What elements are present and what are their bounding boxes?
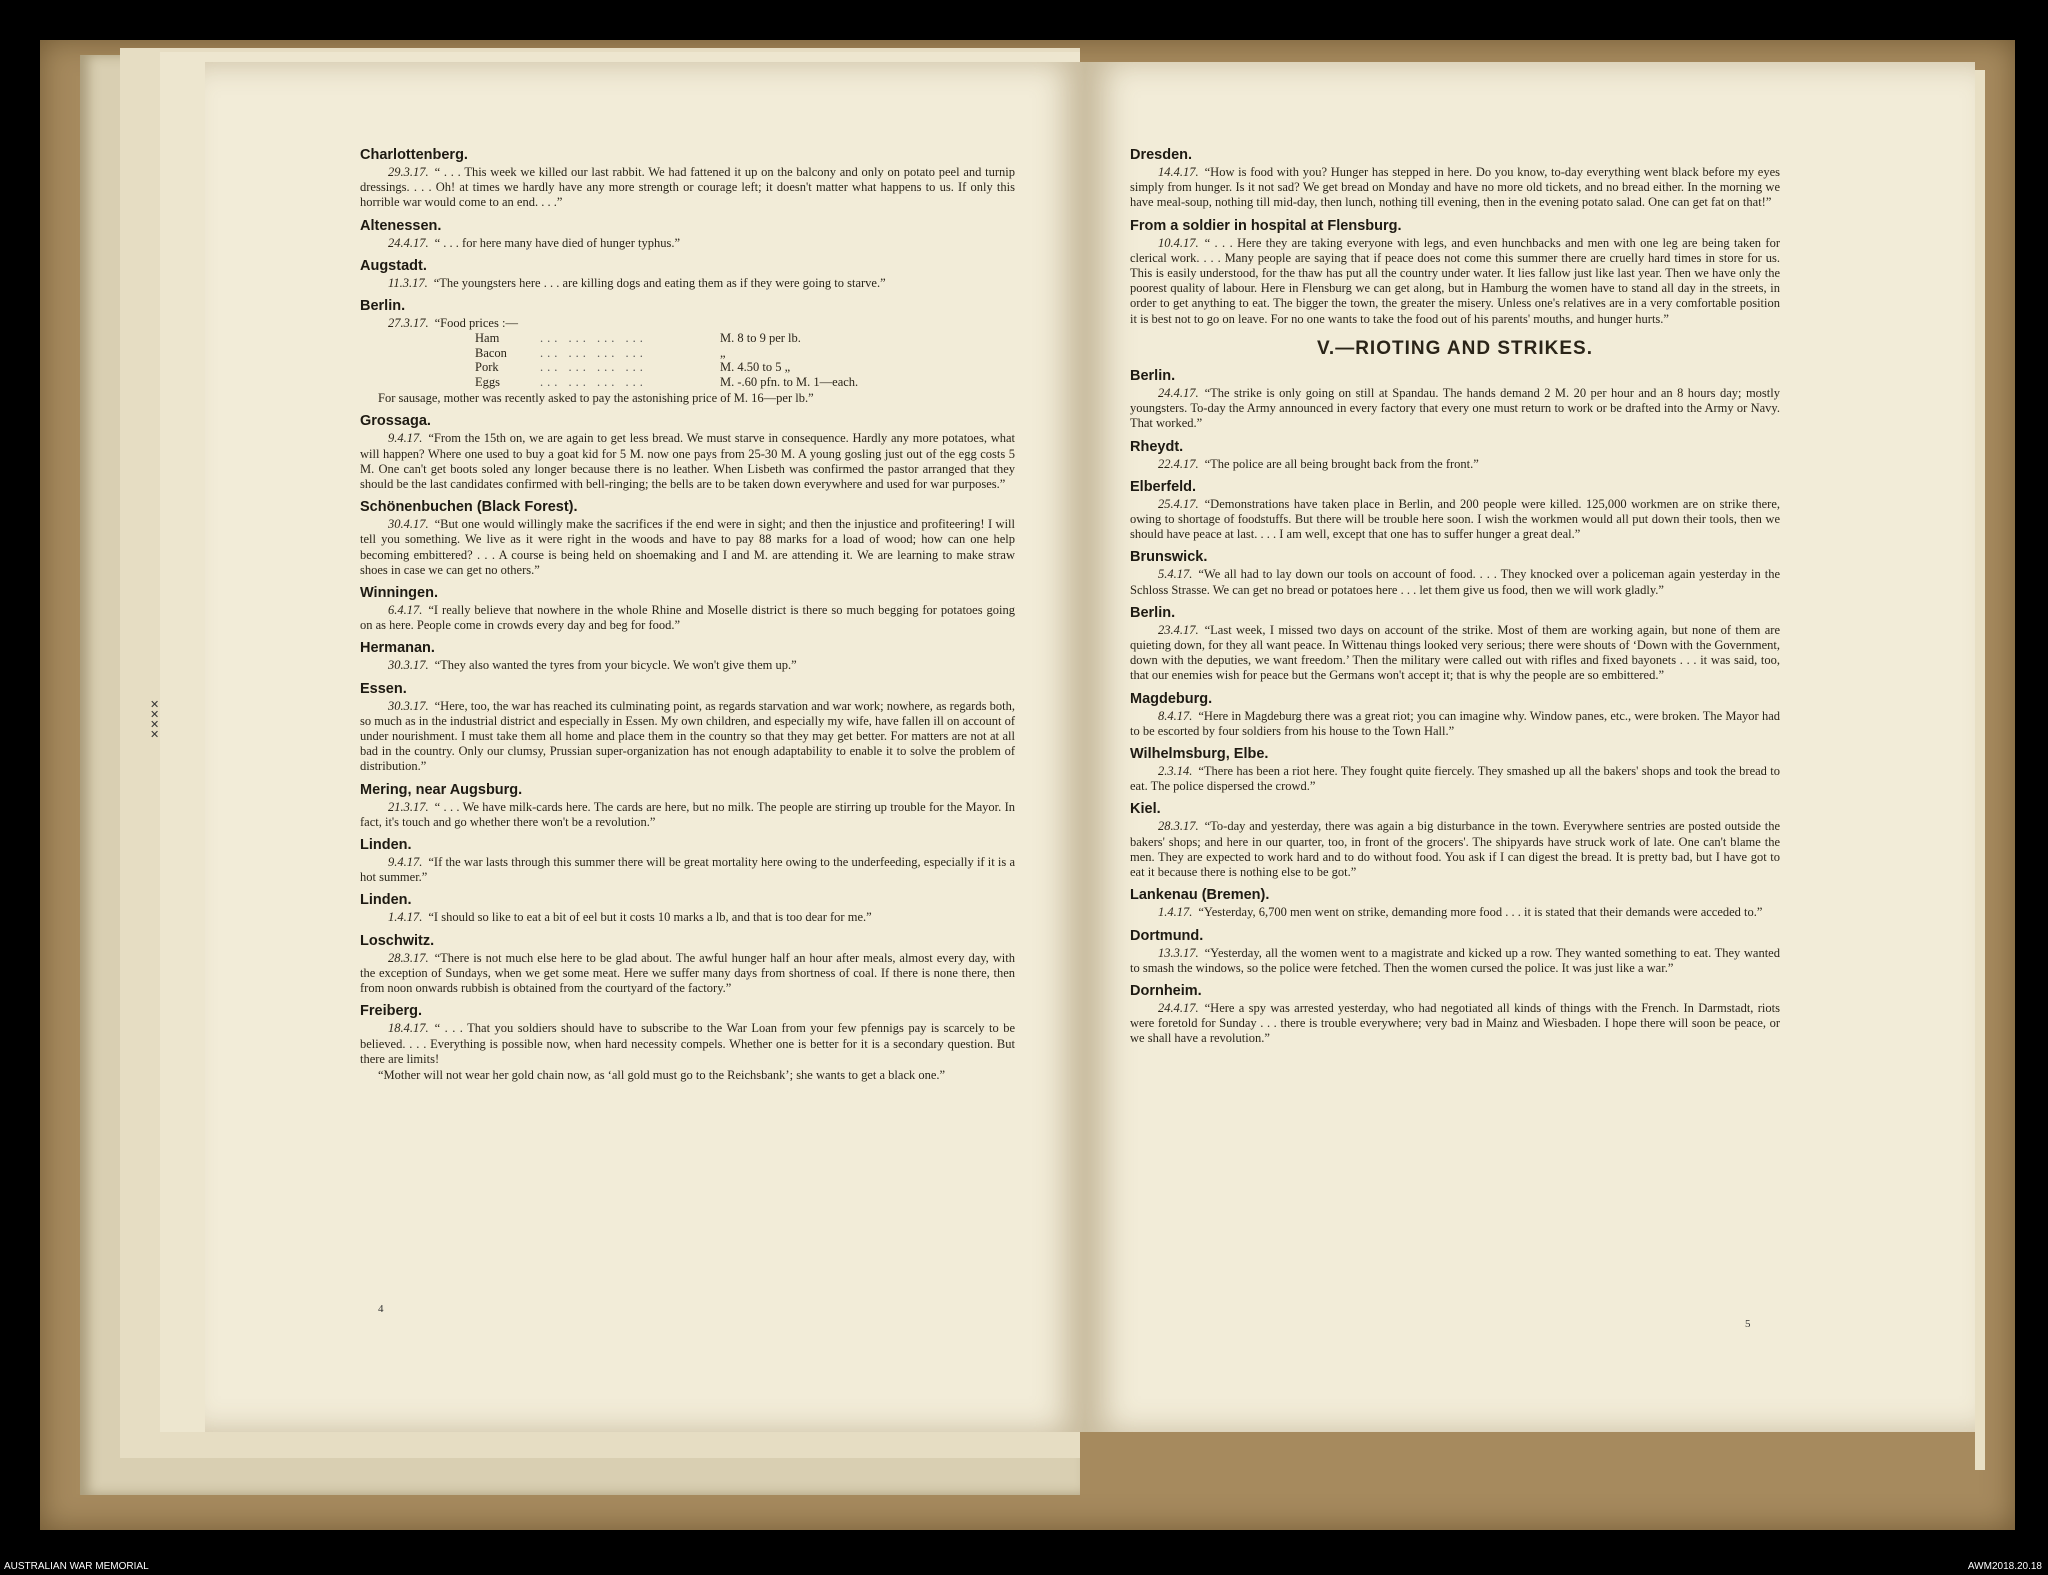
letter-text: “We all had to lay down our tools on account of food. . . . They knocked over a policeman again yesterday in the Schloss Strasse. We can get no bread or potatoes here . . . let them give us food, then we will work gladly.” [1130,567,1780,597]
place-heading: Lankenau (Bremen). [1130,887,1270,904]
entry-magdeburg [1130,689,1780,739]
letter-text: “ . . . That you soldiers should have to subscribe to the War Loan from your few pfennigs pay is scarcely to be believed. . . . Everything is possible now, when hard necessity compels. Whether one is better for it is a secondary question. But there are limits! [360,1021,1015,1066]
entry-winningen [360,583,1015,633]
place-heading: Loschwitz. [360,932,435,949]
entry-essen [360,679,1015,775]
letter-text: “Yesterday, all the women went to a magistrate and kicked up a row. They wanted something to eat. They wanted to smash the windows, so the police were fetched. Then the women cursed the police. It was just like a war.” [1130,945,1780,975]
letter-text: “There is not much else here to be glad about. The awful hunger half an hour after meals, almost every day, with the exception of Sundays, when we get some meat. Here we suffer many days from shortness of coal. If there is none there, then from noon onwards rubbish is obtained from the courtyard of the factory.” [360,950,1015,996]
place-heading: Altenessen. [360,217,442,234]
place-heading: Freiberg. [360,1003,423,1020]
entry-dortmund [1130,926,1780,976]
entry-dornheim [1130,981,1780,1047]
place-heading: Elberfeld. [1130,478,1197,495]
letter-text: “ . . . This week we killed our last rabbit. We had fattened it up on the balcony and only on potato peel and turnip dressings. . . . Oh! at times we hardly have any more strength or courage left; it doesn't matter what happens to us. If only this horrible war would come to an end. . . .” [360,165,1015,210]
price-row: Pork ... ... ... ... M. 4.50 to 5 „ [475,360,791,375]
letter-date: 27.3.17. [388,316,429,331]
letter-text: “ . . . for here many have died of hunger typhus.” [434,235,681,250]
letter-text: “They also wanted the tyres from your bicycle. We won't give them up.” [434,658,797,673]
letter-text: “The youngsters here . . . are killing dogs and eating them as if they were going to starve.” [433,275,886,290]
place-heading: Schönenbuchen (Black Forest). [360,499,578,516]
entry-grossaga [360,411,1015,492]
price-row: Ham ... ... ... ... M. 8 to 9 per lb. [475,331,801,346]
letter-date: 30.3.17. [388,658,429,673]
place-heading: From a soldier in hospital at Flensburg. [1130,217,1402,234]
place-heading: Berlin. [1130,368,1176,385]
letter-date: 2.3.14. [1158,764,1193,779]
place-heading: Kiel. [1130,801,1161,818]
letter-date: 10.4.17. [1158,235,1199,250]
letter-text: “ . . . We have milk-cards here. The cards are here, but no milk. The people are stirring up trouble for the Mayor. In fact, it's touch and go whether there won't be a revolution.” [360,799,1015,829]
letter-text: “ . . . Here they are taking everyone with legs, and even hunchbacks and men with one leg are being taken for clerical work. . . . Many people are saying that if peace does not come this summer there are cruelly hard times in store for us. This is easily understood, for the thaw has put all the country under water. It lies fallow just like last year. Then we have only the poorest quality of labour. Here in Flensburg we can get along, but in Hamburg the women have to stand all day in the streets, in order to get anything to eat. The bigger the town, the greater the misery. Unless one's relatives are in a very comfortable position it is best not to go on leave. For no one wants to take the food out of his parents' mouths, and hunger hurts.” [1130,235,1780,326]
letter-text: “If the war lasts through this summer there will be great mortality here owing to the underfeeding, especially if it is a hot summer.” [360,855,1015,885]
entry-dresden [1130,145,1780,211]
letter-date: 9.4.17. [388,431,423,446]
letter-date: 28.3.17. [1158,819,1199,834]
place-heading: Linden. [360,837,412,854]
letter-date: 22.4.17. [1158,456,1199,471]
letter-date: 13.3.17. [1158,945,1199,960]
entry-linden-2 [360,890,1015,925]
entry-linden [360,835,1015,885]
page-number: 5 [1745,1318,1751,1330]
entry-berlin-prices [360,296,1015,406]
letter-text: “How is food with you? Hunger has stepped in here. Do you know, to-day everything went black before my eyes simply from hunger. Is it not sad? We get bread on Monday and have no more old tickets, and no bread either. In the morning we have meal-soup, nothing till mid-day, then lunch, nothing till evening, then in the evening potato salad. One can get fat on that!” [1130,165,1780,210]
letter-date: 1.4.17. [388,910,423,925]
place-heading: Dortmund. [1130,927,1204,944]
place-heading: Wilhelmsburg, Elbe. [1130,746,1269,763]
right-page-edge [1975,70,1985,1470]
entry-mering [360,780,1015,830]
footer-accession: AWM2018.20.18 [1967,1561,2042,1572]
place-heading: Brunswick. [1130,549,1208,566]
letter-text: “Here a spy was arrested yesterday, who had negotiated all kinds of things with the French. In Darmstadt, riots were foretold for Sunday . . . there is trouble everywhere; very bad in Mainz and Wiesbaden. I hope there will soon be peace, or we shall have a revolution.” [1130,1000,1780,1046]
entry-augstadt [360,256,1015,291]
footer-credit: AUSTRALIAN WAR MEMORIAL [4,1561,149,1572]
letter-text: For sausage, mother was recently asked to pay the astonishing price of M. 16—per lb.” [378,391,814,406]
entry-wilhelmsburg [1130,744,1780,794]
letter-text: “Food prices :— [434,316,518,331]
place-heading: Berlin. [360,298,406,315]
price-row: Bacon ... ... ... ... „ [475,345,726,360]
letter-date: 24.4.17. [388,235,429,250]
letter-date: 1.4.17. [1158,905,1193,920]
letter-text: “From the 15th on, we are again to get less bread. We must starve in consequence. Hardly any more potatoes, what will happen? Where one used to buy a goat kid for 5 M. now one pays from 25-30 M. A young gosling just out of the egg costs 5 M. One can't get boots soled any longer because there is no leather. When Lisbeth was confirmed the pastor arranged that they should be the last candidates confirmed with bell-ringing; the bells are to be taken down everywhere and used for war purposes.” [360,431,1015,492]
footer-bar [0,1560,2048,1575]
entry-hermanan [360,638,1015,673]
letter-date: 28.3.17. [388,950,429,965]
entry-schonenbuchen [360,497,1015,578]
letter-date: 29.3.17. [388,165,429,179]
place-heading: Dresden. [1130,147,1193,163]
letter-date: 30.4.17. [388,517,429,532]
letter-date: 9.4.17. [388,855,423,870]
entry-lankenau [1130,885,1780,920]
entry-kiel [1130,799,1780,880]
entry-elberfeld [1130,477,1780,543]
letter-date: 24.4.17. [1158,386,1199,401]
entry-berlin-strike [1130,366,1780,432]
letter-text: “There has been a riot here. They fought quite fiercely. They smashed up all the bakers' shops and took the bread to eat. The police dispersed the crowd.” [1130,764,1780,794]
entry-altenessen [360,216,1015,251]
letter-text: “I really believe that nowhere in the whole Rhine and Moselle district is there so much begging for potatoes going on as here. People come in crowds every day and beg for food.” [360,603,1015,633]
letter-date: 14.4.17. [1158,165,1199,179]
entry-brunswick [1130,547,1780,597]
place-heading: Berlin. [1130,604,1176,621]
letter-text: “The police are all being brought back from the front.” [1204,456,1479,471]
letter-text: “To-day and yesterday, there was again a big disturbance in the town. Everywhere sentries are posted outside the bakers' shops; and here in our quarter, too, in front of the grocers'. The shipyards have struck work of late. One can't blame the men. They are expected to work hard and to do without food. You ask if I can digest the bread. It is pretty bad, but I have got to eat it because there is nothing else to be got.” [1130,819,1780,880]
place-heading: Augstadt. [360,257,427,274]
place-heading: Charlottenberg. [360,147,468,163]
letter-date: 23.4.17. [1158,622,1199,637]
left-page-text [360,145,1015,1088]
entry-flensburg [1130,216,1780,327]
place-heading: Hermanan. [360,640,435,657]
letter-date: 6.4.17. [388,603,423,618]
letter-text: “Demonstrations have taken place in Berlin, and 200 people were killed. 125,000 workmen are on strike there, owing to shortage of foodstuffs. But there will be trouble here soon. I wish the workmen would all put down their tools, then we should have peace at last. . . . I am well, except that one has to suffer hunger a great deal.” [1130,496,1780,542]
place-heading: Rheydt. [1130,438,1184,455]
margin-marks: ✕ ✕ ✕ ✕ [150,699,160,741]
entry-freiberg [360,1001,1015,1083]
letter-date: 30.3.17. [388,698,429,713]
place-heading: Winningen. [360,585,438,602]
place-heading: Dornheim. [1130,982,1202,999]
letter-date: 8.4.17. [1158,708,1193,723]
letter-text: “But one would willingly make the sacrifices if the end were in sight; and then the injustice and profiteering! I will tell you something. We live as it were right in the woods and have to pay 88 marks for a load of wood; how can one help becoming embittered? . . . A course is being held on shoemaking and I and M. are attending it. We are learning to make straw shoes in case we can get no others.” [360,517,1015,577]
entry-charlottenberg [360,145,1015,211]
letter-text: “The strike is only going on still at Spandau. The hands demand 2 M. 20 per hour and an 8 hours day; mostly youngsters. To-day the Army announced in every factory that every one must return to work or be drafted into the Army or Navy. That worked.” [1130,386,1780,431]
entry-berlin-2 [1130,603,1780,684]
letter-text: “Here in Magdeburg there was a great riot; you can imagine why. Window panes, etc., were broken. The Mayor had to be escorted by four soldiers from his house to the Town Hall.” [1130,708,1780,738]
place-heading: Magdeburg. [1130,690,1213,707]
letter-text: “Last week, I missed two days on account of the strike. Most of them are working again, but none of them are quieting down, for they all want peace. In Wittenau things looked very serious; there were shouts of ‘Down with the Government, down with the deputies, we want freedom.’ Then the military were called out with rifles and fixed bayonets . . . it was said, too, that our enemies wish for peace but the Germans won't accept it; that is why the people are so embittered.” [1130,622,1780,683]
letter-date: 21.3.17. [388,799,429,814]
place-heading: Linden. [360,892,412,909]
letter-text: “Here, too, the war has reached its culminating point, as regards starvation and war work; nowhere, as regards both, so much as in the industrial district and especially in Essen. My own children, and especially my wife, have fallen ill on account of under nourishment. I must take them all home and place them in the country so that they may get better. For matters are not at all bad in the country. Only our clumsy, Prussian super-organization has not enough adaptability to enable it to solve the problem of distribution.” [360,698,1015,774]
letter-date: 25.4.17. [1158,496,1199,511]
section-title: V.—RIOTING AND STRIKES. [1316,337,1593,359]
price-row: Eggs ... ... ... ... M. -.60 pfn. to M. 1—each. [475,374,859,389]
letter-date: 5.4.17. [1158,567,1193,582]
entry-loschwitz [360,931,1015,997]
place-heading: Essen. [360,680,407,697]
letter-text: “Mother will not wear her gold chain now, as ‘all gold must go to the Reichsbank’; she wants to get a black one.” [378,1067,946,1082]
letter-date: 18.4.17. [388,1021,429,1036]
letter-date: 24.4.17. [1158,1000,1199,1015]
letter-text: “Yesterday, 6,700 men went on strike, demanding more food . . . it is stated that their demands were acceded to.” [1198,905,1763,920]
place-heading: Mering, near Augsburg. [360,781,523,798]
letter-date: 11.3.17. [388,275,428,290]
letter-text: “I should so like to eat a bit of eel but it costs 10 marks a lb, and that is too dear for me.” [428,910,872,925]
page-number: 4 [378,1303,384,1315]
place-heading: Grossaga. [360,413,431,430]
price-table [475,331,1015,389]
right-page-text [1130,145,1780,1052]
entry-rheydt [1130,437,1780,472]
